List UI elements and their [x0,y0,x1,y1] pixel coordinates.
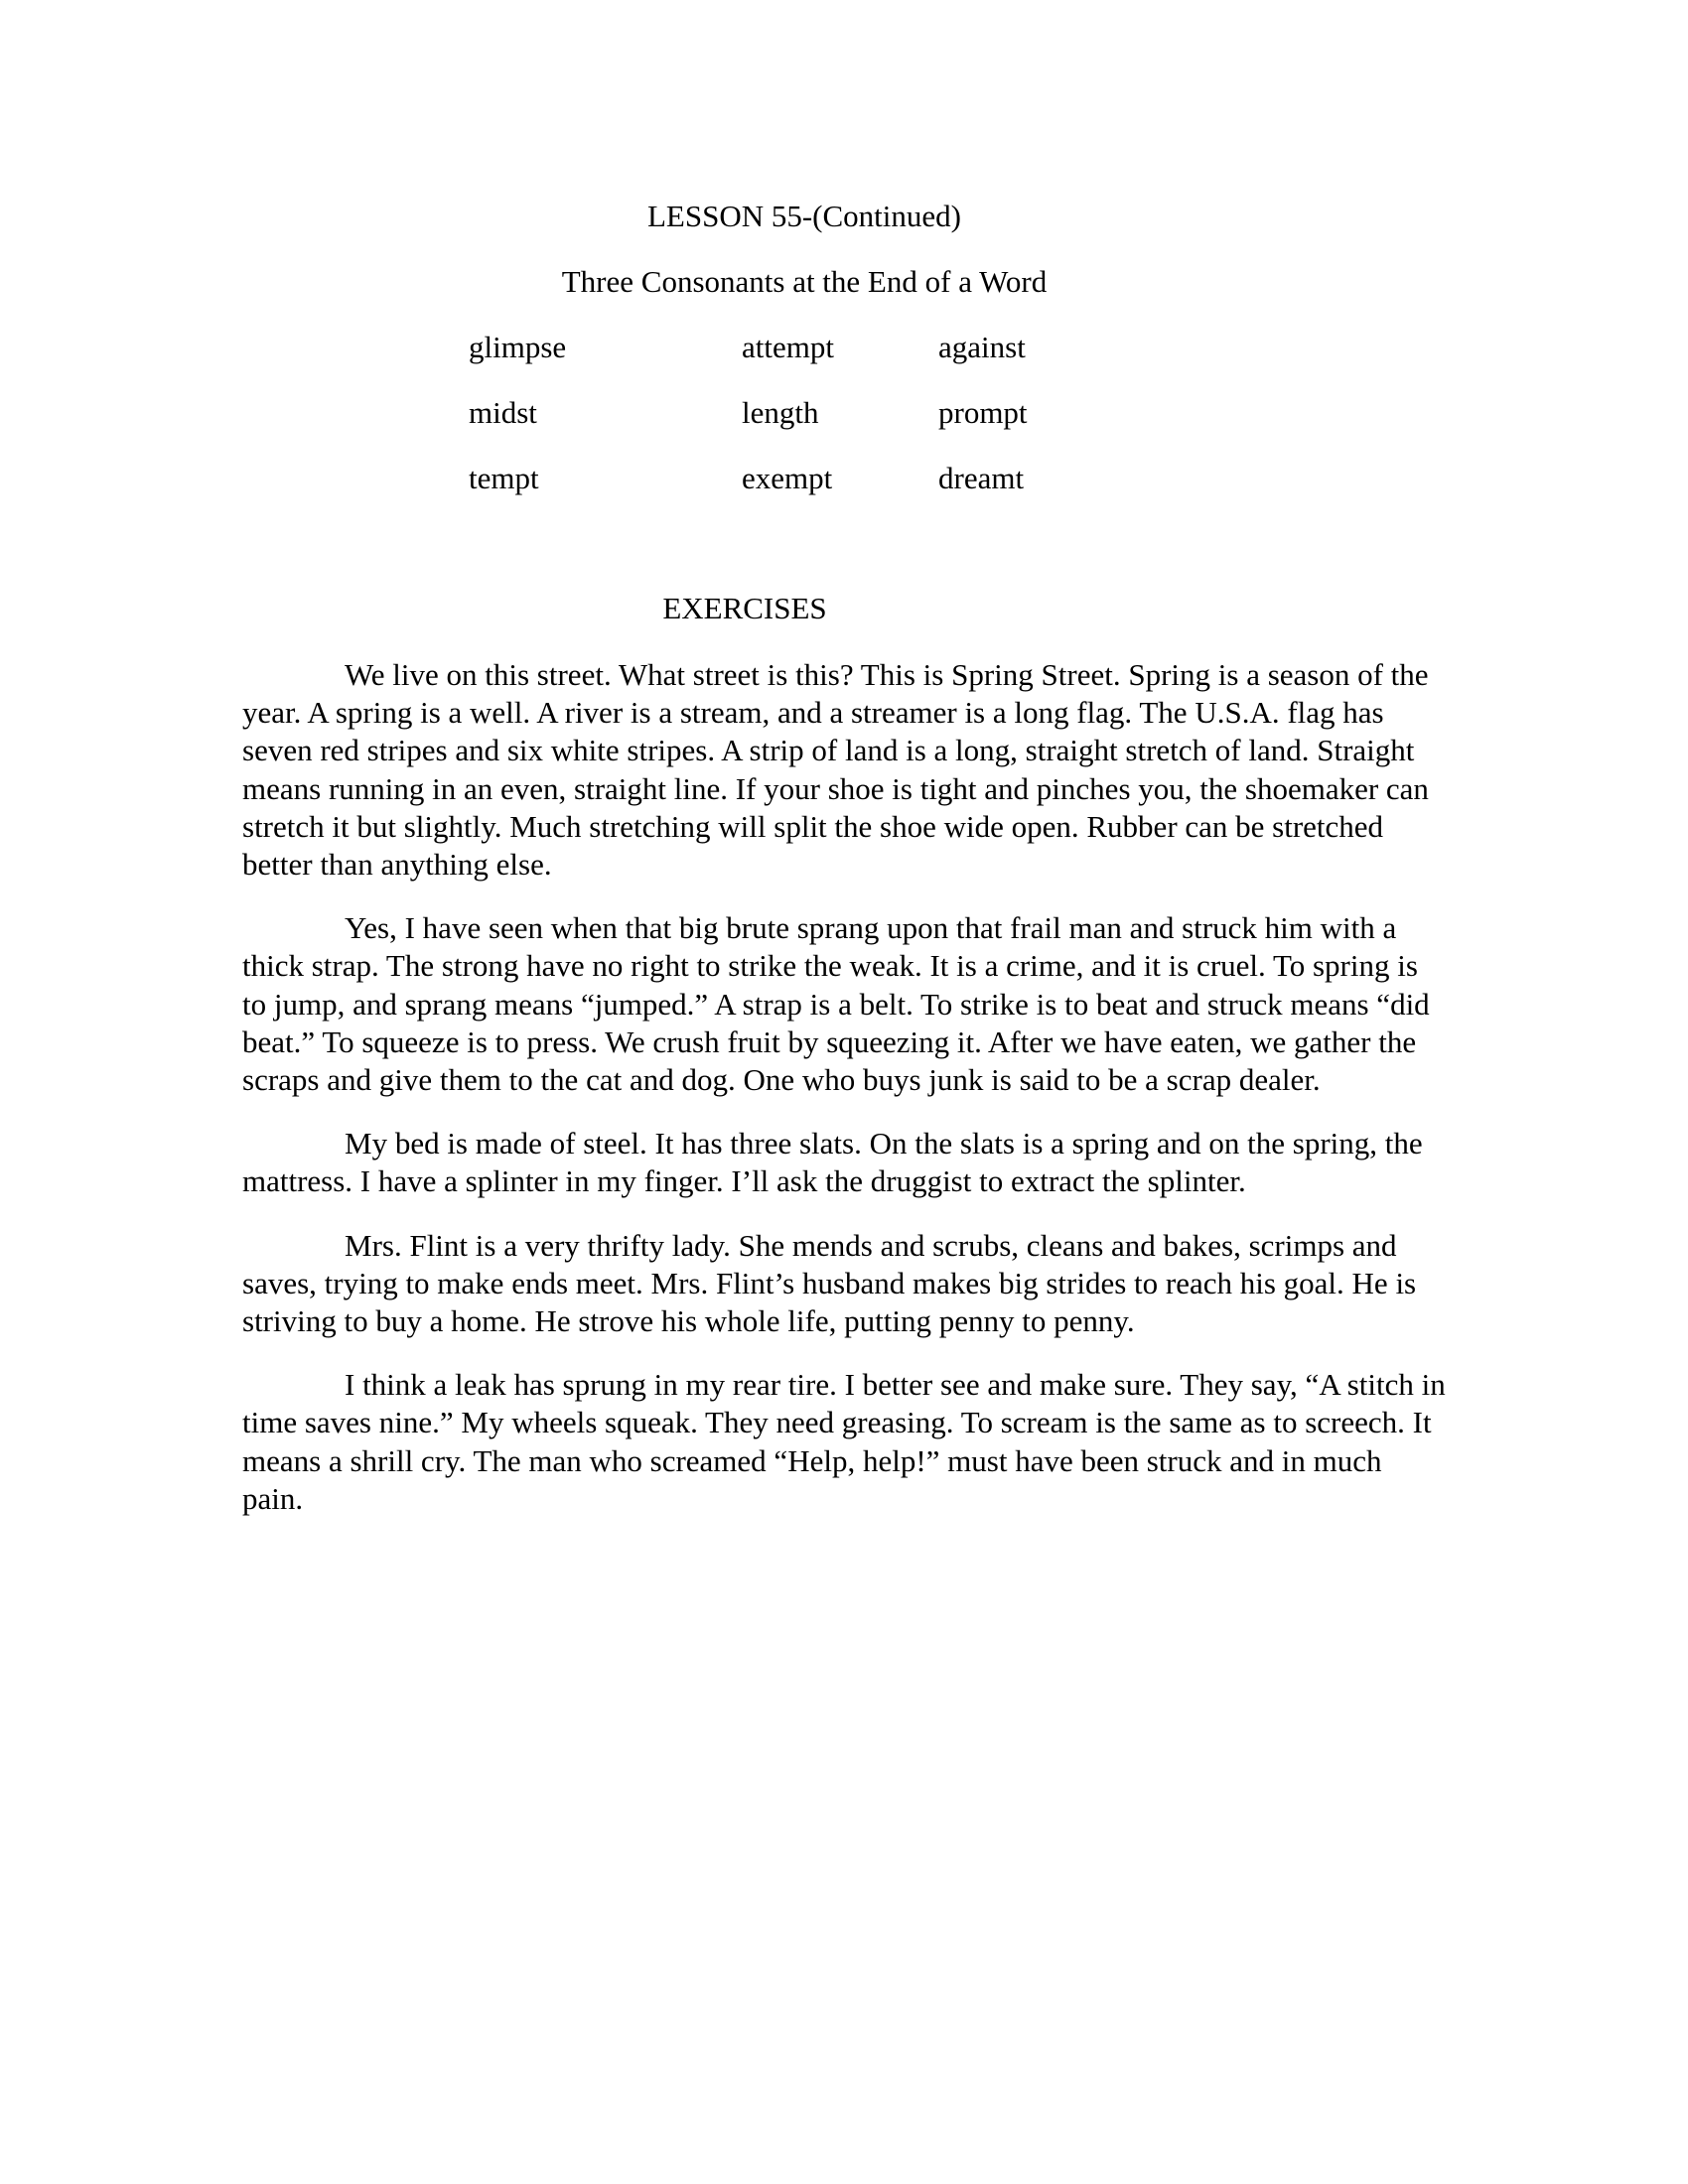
word-row [469,393,1164,459]
word-cell: midst [469,395,537,430]
word-cell: exempt [742,461,833,495]
exercise-paragraph: We live on this street. What street is this? This is Spring Street. Spring is a season of the year. A spring is a well. A river is a stream, and a streamer is a long flag. The U.S.A. flag has seven red stripes and six white stripes. A strip of land is a long, straight stretch of land. Straight means running in an even, straight line. If your shoe is tight and pinches you, the shoemaker can stretch it but slightly. Much stretching will split the shoe wide open. Rubber can be stretched better than anything else. [242,657,1429,883]
exercises-body [242,656,1446,1544]
word-row [469,459,1164,524]
word-cell: length [742,395,819,430]
exercise-paragraph: My bed is made of steel. It has three slats. On the slats is a spring and on the spring, the mattress. I have a splinter in my finger. I’ll ask the druggist to extract the splinter. [242,1126,1423,1199]
lesson-subtitle: Three Consonants at the End of a Word [561,264,1048,299]
lesson-title: LESSON 55-(Continued) [646,199,961,233]
word-cell: against [938,330,1026,364]
word-list-table [469,328,1164,524]
exercises-heading: EXERCISES [662,591,827,625]
word-cell: prompt [938,395,1028,430]
word-cell: tempt [469,461,539,495]
exercise-paragraph: Mrs. Flint is a very thrifty lady. She mends and scrubs, cleans and bakes, scrimps and saves, trying to make ends meet. Mrs. Flint’s husband makes big strides to reach his goal. He is striving to buy a home. He strove his whole life, putting penny to penny. [242,1227,1417,1339]
word-row [469,328,1164,393]
word-cell: attempt [742,330,834,364]
word-cell: dreamt [938,461,1025,495]
word-cell: glimpse [469,330,567,364]
exercise-paragraph: I think a leak has sprung in my rear tire. I better see and make sure. They say, “A stitch in time saves nine.” My wheels squeak. They need greasing. To scream is the same as to screech. It means a shrill cry. The man who screamed “Help, help!” must have been struck and in much pain. [242,1367,1446,1516]
exercise-paragraph: Yes, I have seen when that big brute sprang upon that frail man and struck him with a thick strap. The strong have no right to strike the weak. It is a crime, and it is cruel. To spring is to jump, and sprang means “jumped.” A strap is a belt. To strike is to beat and struck means “did beat.” To squeeze is to press. We crush fruit by squeezing it. After we have eaten, we gather the scraps and give them to the cat and dog. One who buys junk is said to be a scrap dealer. [242,910,1430,1098]
